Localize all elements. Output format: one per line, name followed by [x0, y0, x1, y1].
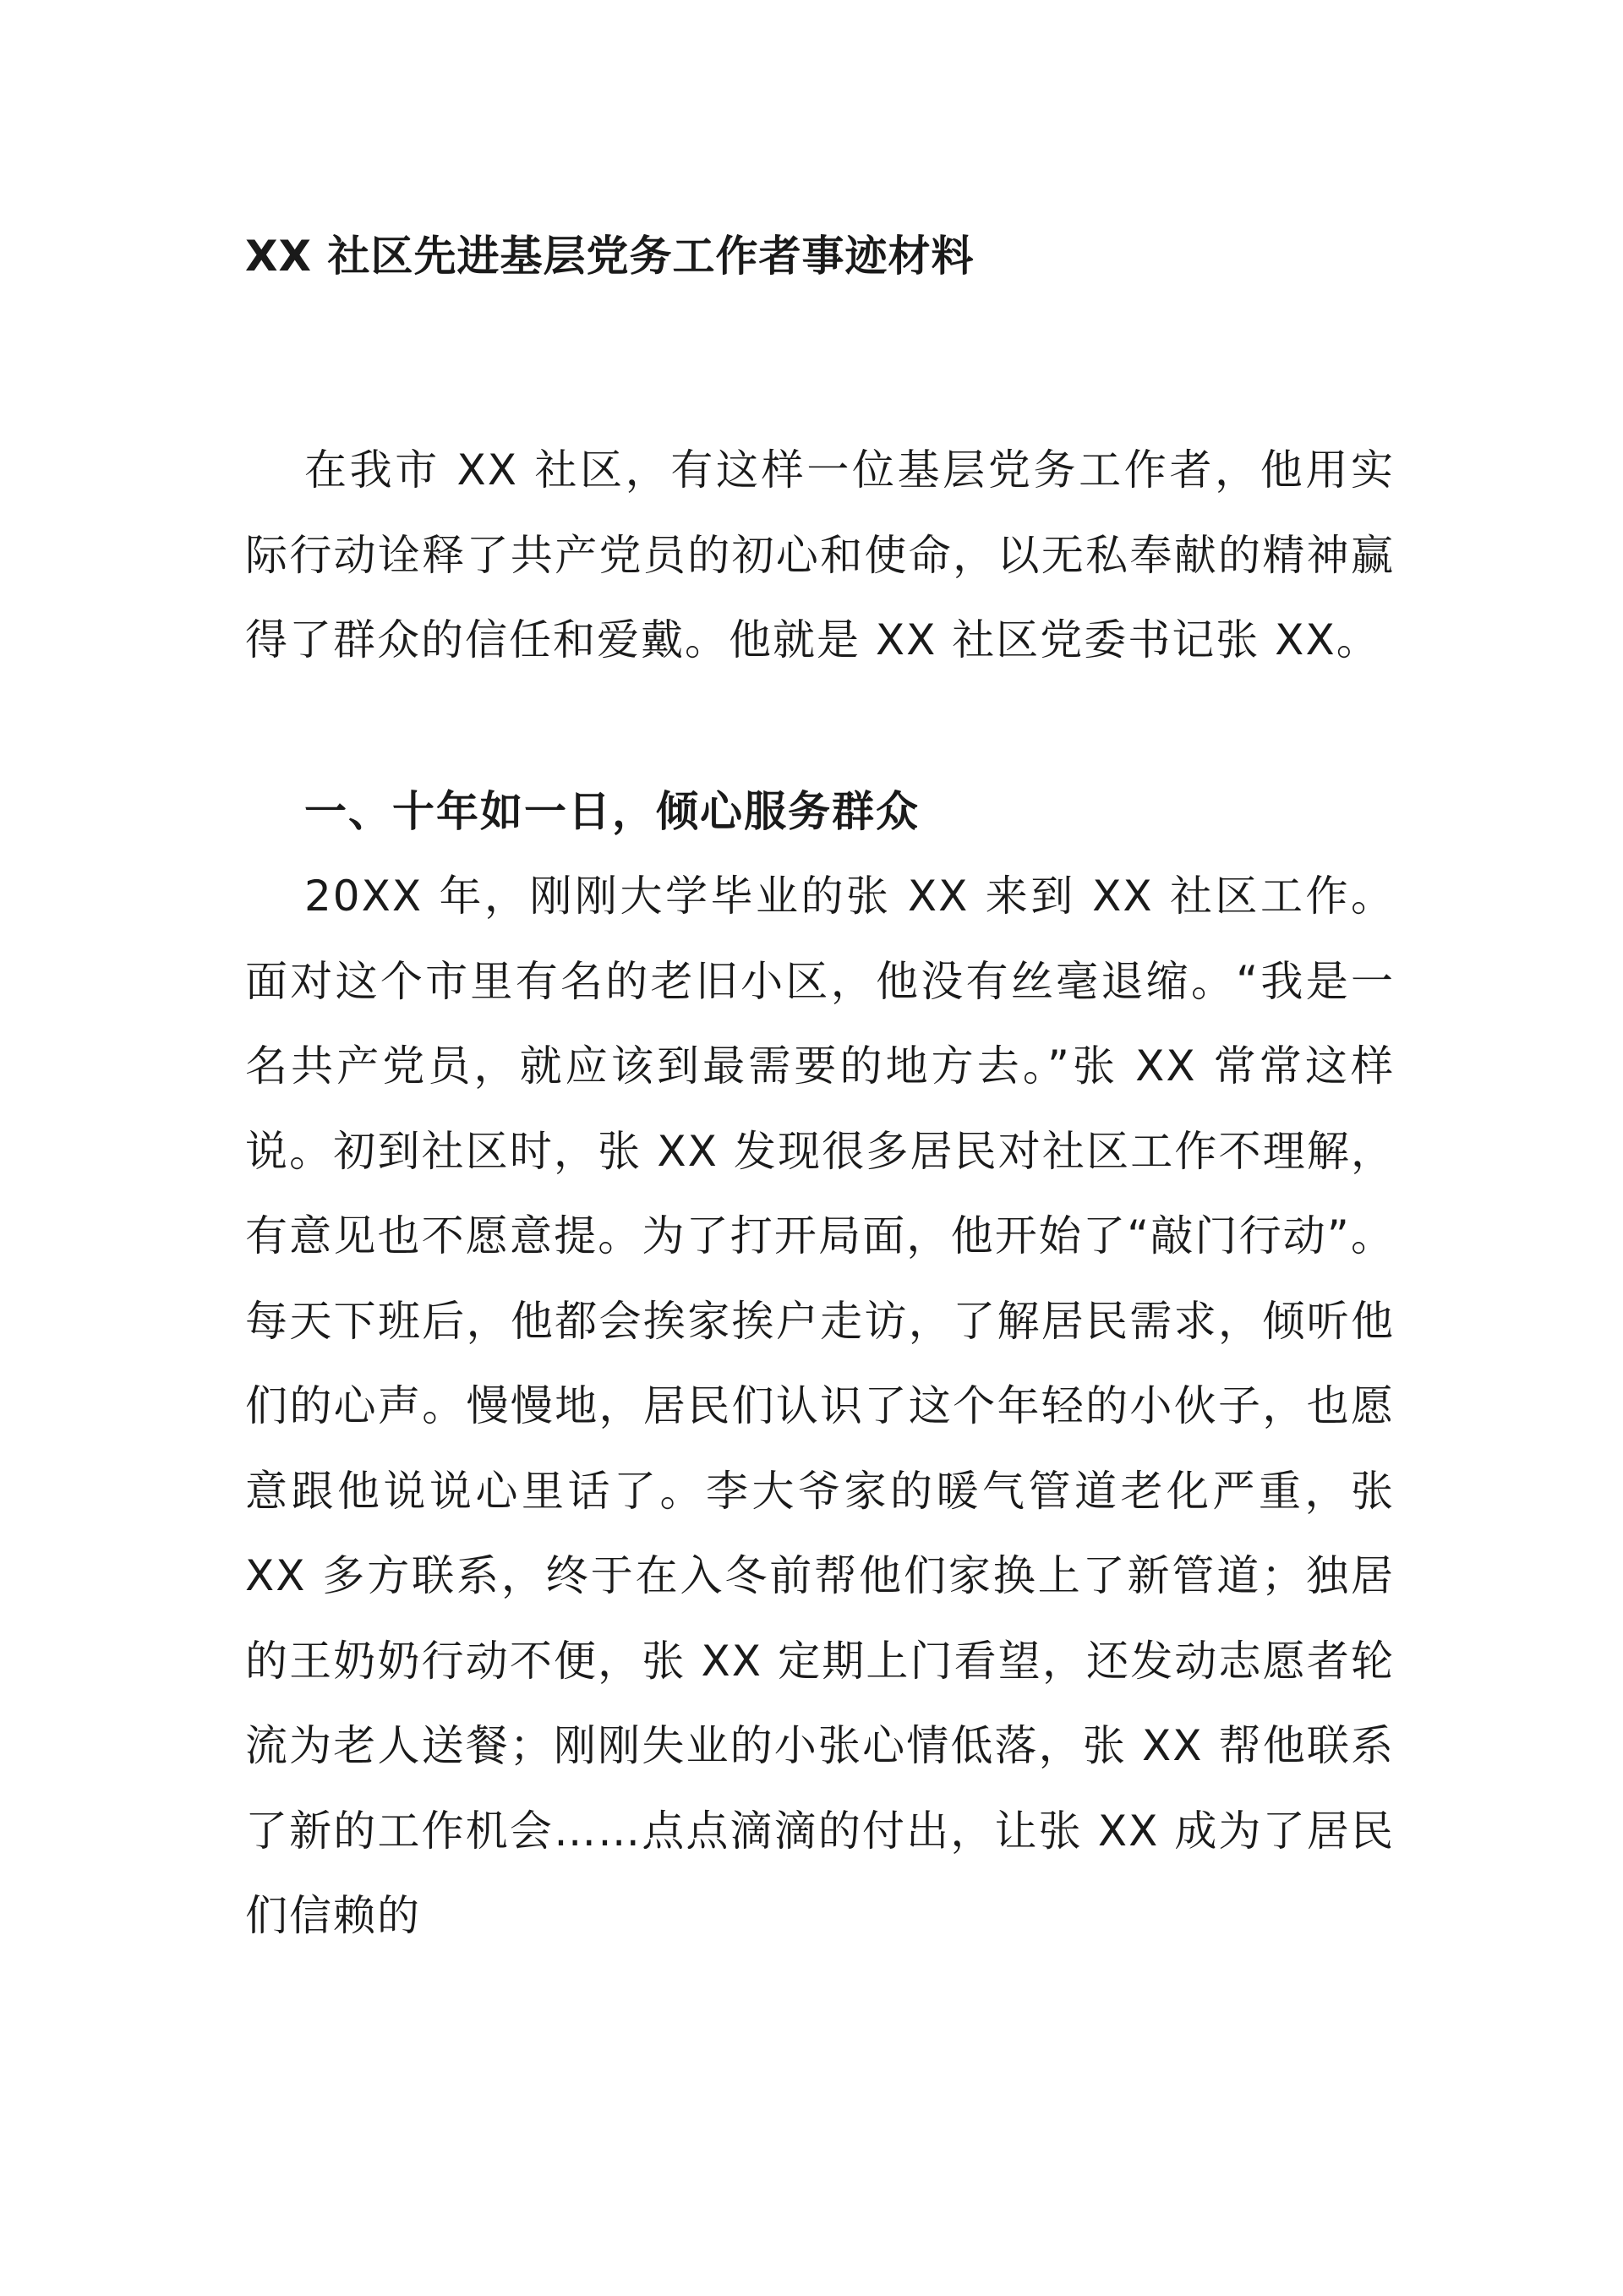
section-heading: 一、十年如一日，倾心服务群众 [304, 787, 920, 836]
intro-paragraph: 在我市 XX 社区，有这样一位基层党务工作者，他用实际行动诠释了共产党员的初心和使命，以无私奉献的精神赢得了群众的信任和爱戴。他就是 XX 社区党委书记张 XX。 [245, 446, 1395, 664]
document-title: XX 社区先进基层党务工作者事迹材料 [245, 232, 975, 281]
section-paragraph: 20XX 年，刚刚大学毕业的张 XX 来到 XX 社区工作。面对这个市里有名的老旧小区，他没有丝毫退缩。“我是一名共产党员，就应该到最需要的地方去。”张 XX 常常这样说。初到社区时，张 XX 发现很多居民对社区工作不理解，有意见也不愿意提。为了打开局面，他开始了“敲门行动”。每天下班后，他都会挨家挨户走访，了解居民需求，倾听他们的心声。慢慢地，居民们认识了这个年轻的小伙子，也愿意跟他说说心里话了。李大爷家的暖气管道老化严重，张 XX 多方联系，终于在入冬前帮他们家换上了新管道；独居的王奶奶行动不便，张 XX 定期上门看望，还发动志愿者轮流为老人送餐；刚刚失业的小张心情低落，张 XX 帮他联系了新的工作机会……点点滴滴的付出，让张 XX 成为了居民们信赖的 [245, 872, 1395, 1940]
